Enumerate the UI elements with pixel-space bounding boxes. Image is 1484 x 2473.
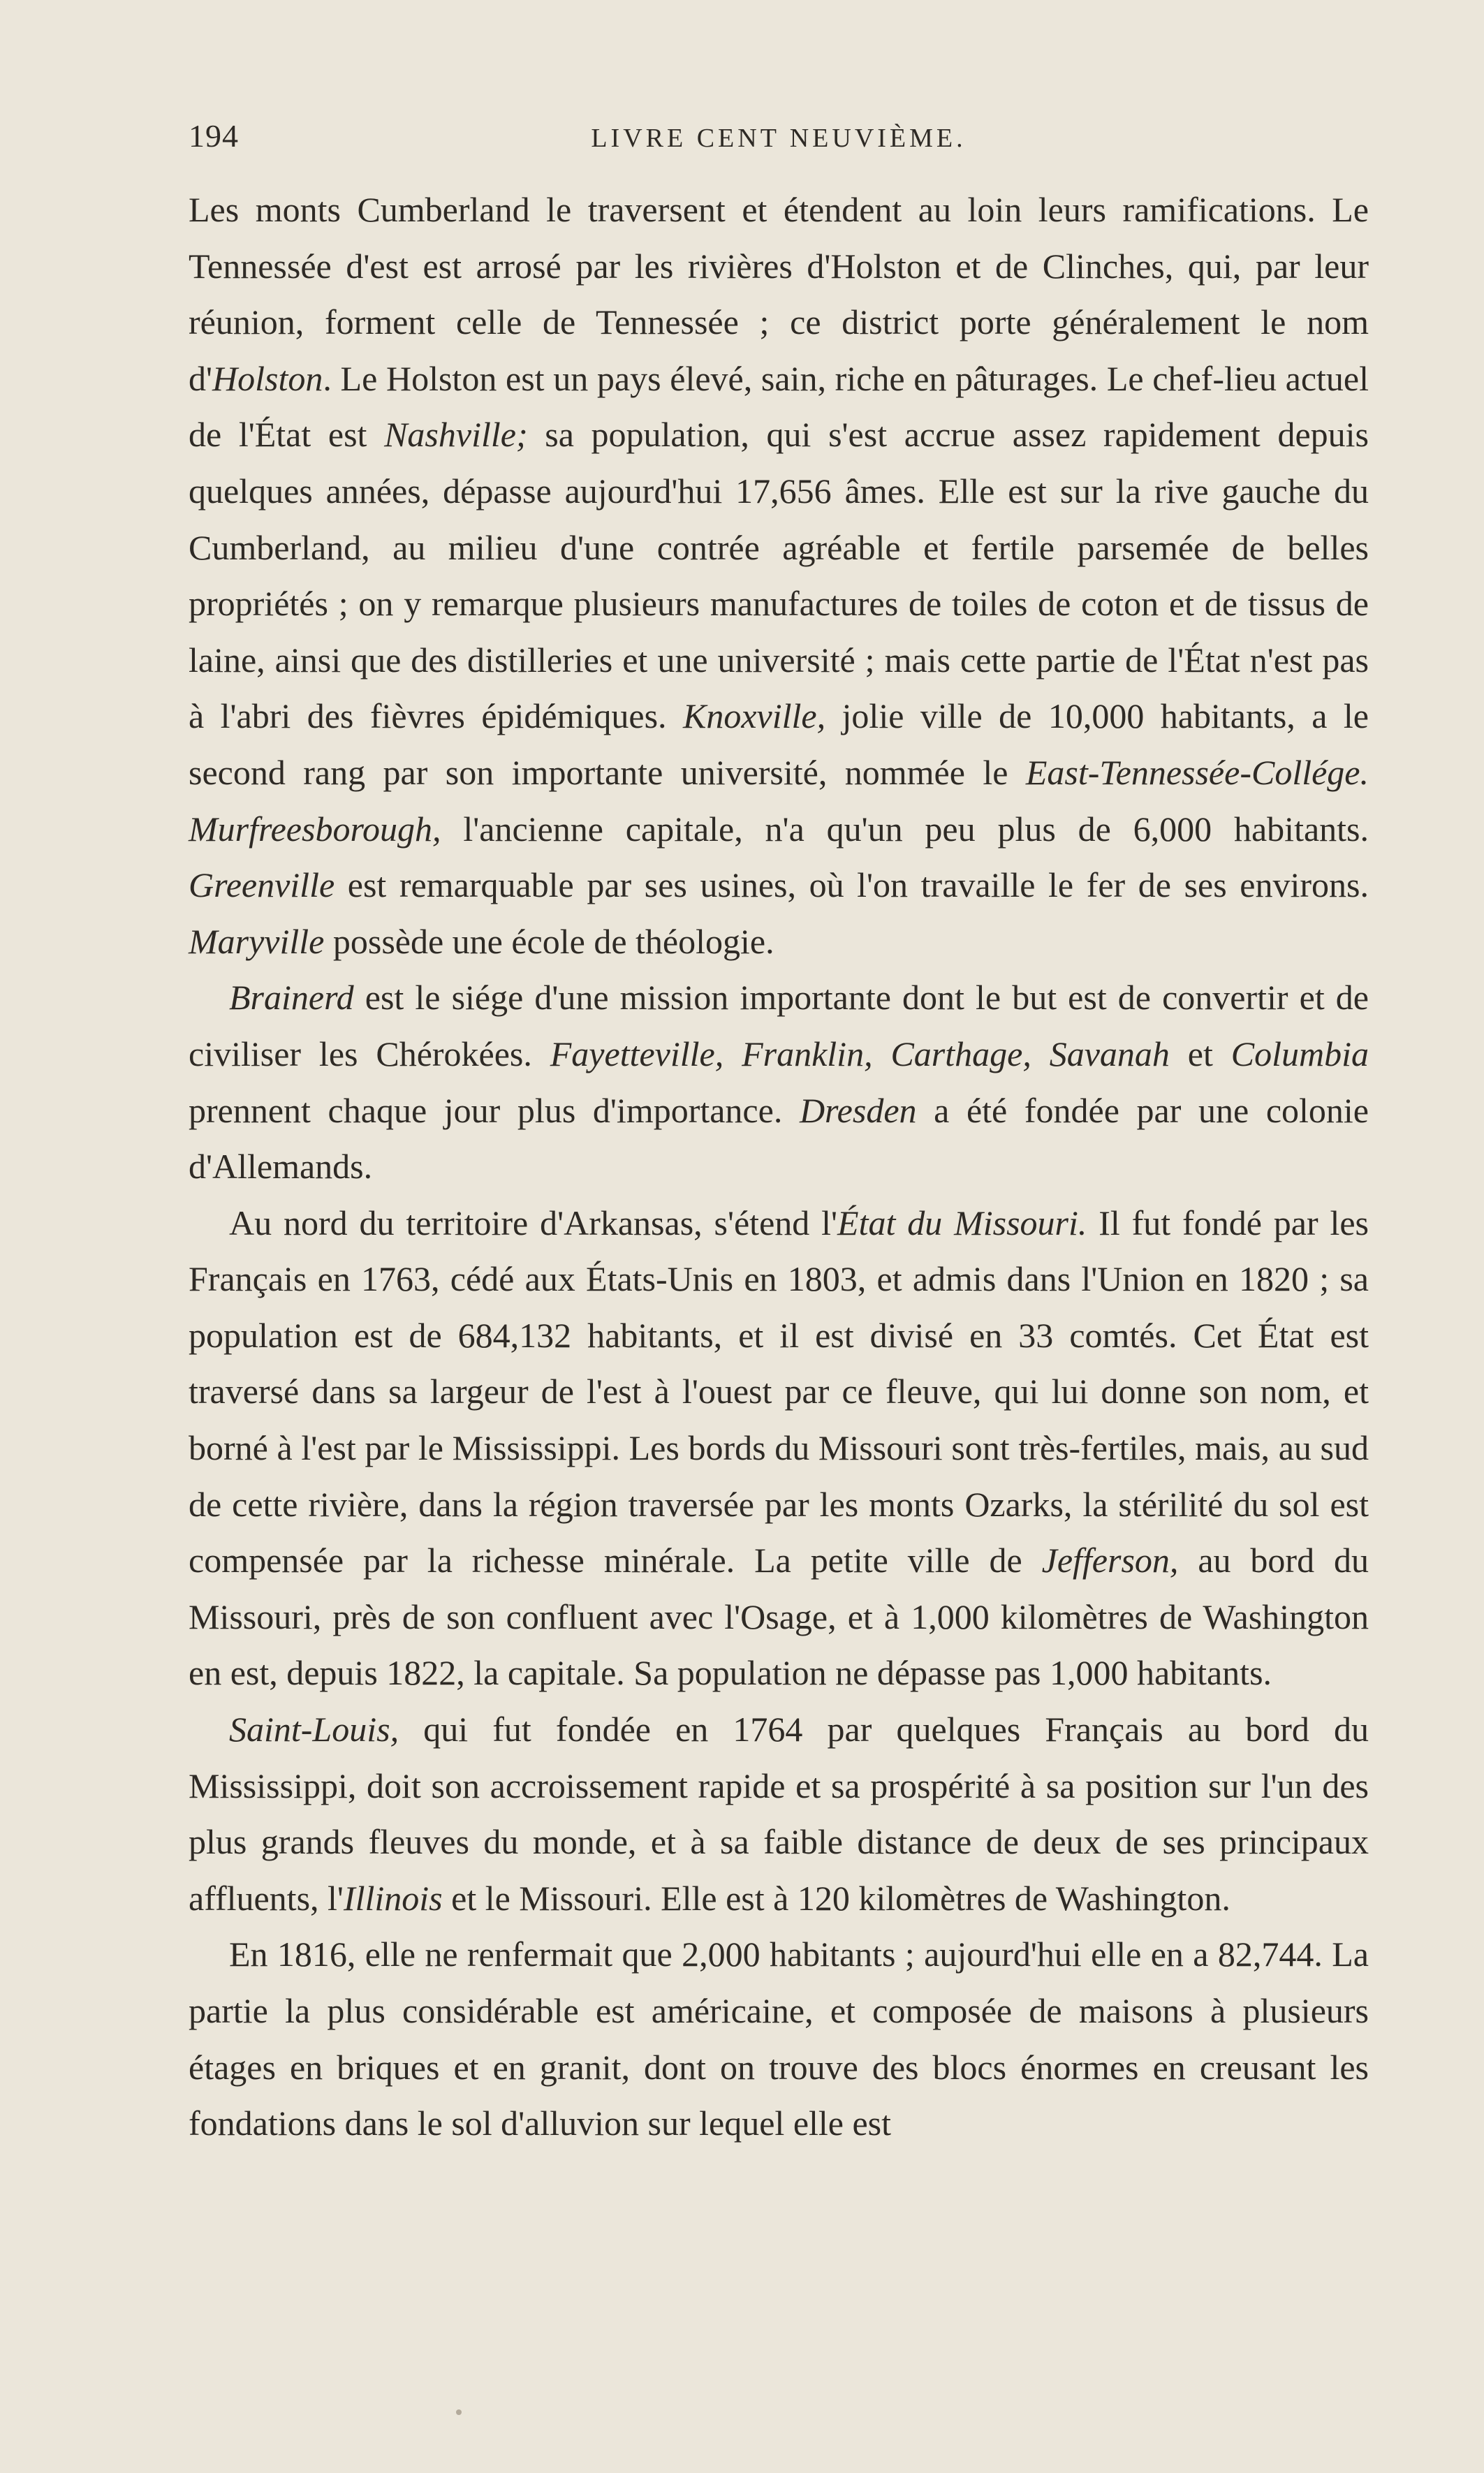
text-run: . Le Holston est un pays élevé, sain, riche en pâturages. Le chef-lieu actuel de l'État est <box>189 358 1369 455</box>
paper-speck <box>456 2409 462 2415</box>
text-run: l'ancienne capitale, n'a qu'un peu plus de 6,000 habitants. <box>441 809 1369 849</box>
place-name: Jefferson, <box>1041 1541 1179 1580</box>
page-header <box>189 117 1369 159</box>
place-name: Illinois <box>343 1878 443 1918</box>
text-run: et <box>1169 1034 1231 1073</box>
text-run: et le Missouri. Elle est à 120 kilomètres de Washington. <box>442 1878 1230 1918</box>
place-name: Saint-Louis, <box>229 1710 399 1749</box>
place-name: Nashville; <box>384 415 528 455</box>
text-run: a été fondée par une colonie d'Allemands. <box>189 1090 1369 1187</box>
text-run: sa population, qui s'est accrue assez rapidement depuis quelques années, dépasse aujourd'hui 17,656 âmes. Elle est sur la rive gauche du Cumberland, au milieu d'une contrée agréable et fertile parsemée de belles propriétés ; on y remarque plusieurs manufactures de toiles de coton et de tissus de laine, ainsi que des distilleries et une université ; mais cette partie de l'État n'est pas à l'abri des fièvres épidémiques. <box>189 415 1369 736</box>
place-name: Greenville <box>189 865 335 905</box>
text-run: jolie ville de 10,000 habitants, a le second rang par son importante université, nommée le <box>189 696 1369 792</box>
text-run: Il fut fondé par les Français en 1763, cédé aux États-Unis en 1803, et admis dans l'Union en 1820 ; sa population est de 684,132 habitants, et il est divisé en 33 comtés. Cet État est traversé dans sa largeur de l'est à l'ouest par ce fleuve, qui lui donne son nom, et borné à l'est par le Mississippi. Les bords du Missouri sont très-fertiles, mais, au sud de cette rivière, dans la région traversée par les monts Ozarks, la stérilité du sol est compensée par la richesse minérale. La petite ville de <box>189 1203 1369 1580</box>
text-run: Les monts Cumberland le traversent et étendent au loin leurs ramifications. Le Tennessée d'est est arrosé par les rivières d'Holston et de Clinches, qui, par leur réunion, forment celle de Tennessée ; ce district porte généralement le nom d' <box>189 190 1369 398</box>
text-run: En 1816, elle ne renfermait que 2,000 habitants ; aujourd'hui elle en a 82,744. La partie la plus considérable est américaine, et composée de maisons à plusieurs étages en briques et en granit, dont on trouve des blocs énormes en creusant les fondations dans le sol d'alluvion sur lequel elle est <box>189 1935 1369 2143</box>
place-name: Fayetteville, Franklin, Carthage, Savanah <box>550 1034 1170 1073</box>
text-run: possède une école de théologie. <box>324 921 774 961</box>
paragraph-3 <box>189 1195 1369 1701</box>
place-name: East-Tennessée-Collége. <box>1025 752 1369 792</box>
body-text <box>189 182 1369 2152</box>
paragraph-2 <box>189 969 1369 1194</box>
text-run: prennent chaque jour plus d'importance. <box>189 1090 800 1130</box>
place-name: Murfreesborough, <box>189 809 441 849</box>
paragraph-1 <box>189 182 1369 969</box>
place-name: Dresden <box>799 1090 917 1130</box>
text-run: est remarquable par ses usines, où l'on travaille le fer de ses environs. <box>335 865 1369 905</box>
text-run: est le siége d'une mission importante dont le but est de convertir et de civiliser les Chérokées. <box>189 978 1369 1073</box>
place-name: Brainerd <box>229 978 354 1018</box>
paragraph-5 <box>189 1926 1369 2151</box>
text-run: qui fut fondée en 1764 par quelques Français au bord du Mississippi, doit son accroissement rapide et sa prospérité à sa position sur l'un des plus grands fleuves du monde, et à sa faible distance de deux de ses principaux affluents, l' <box>189 1710 1369 1918</box>
place-name: État du Missouri. <box>837 1203 1087 1242</box>
running-title: LIVRE CENT NEUVIÈME. <box>591 124 967 153</box>
place-name: Knoxville, <box>682 696 826 736</box>
page-number: 194 <box>189 118 239 154</box>
text-run: au bord du Missouri, près de son confluent avec l'Osage, et à 1,000 kilomètres de Washington en est, depuis 1822, la capitale. Sa population ne dépasse pas 1,000 habitants. <box>189 1541 1369 1693</box>
paragraph-4 <box>189 1701 1369 1926</box>
place-name: Holston <box>212 358 323 398</box>
place-name: Columbia <box>1230 1034 1369 1073</box>
text-run: Au nord du territoire d'Arkansas, s'étend l' <box>229 1203 838 1242</box>
place-name: Maryville <box>189 921 325 961</box>
